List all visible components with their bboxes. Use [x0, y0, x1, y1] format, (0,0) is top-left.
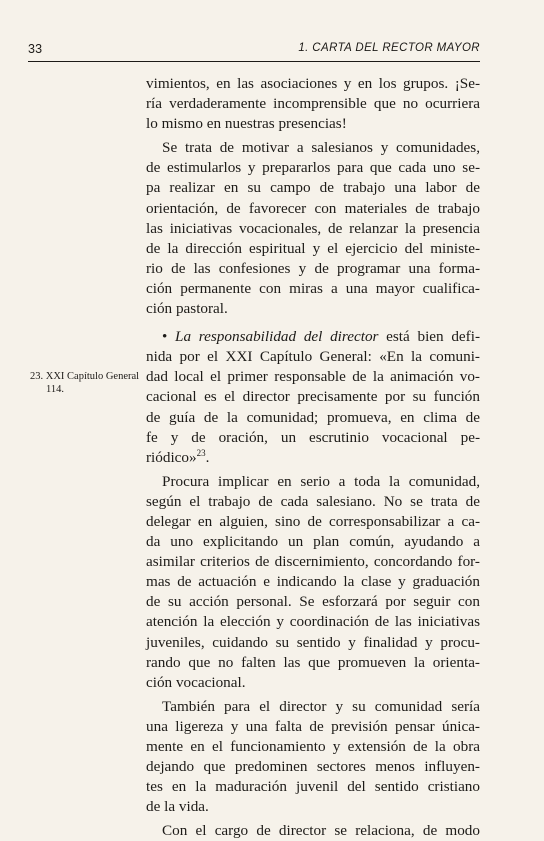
text-line: juveniles, cuidando su sentido y finalidad y procu-	[146, 633, 480, 651]
text-line: Con el cargo de director se relaciona, de modo	[162, 822, 480, 840]
paragraph-procura	[146, 472, 480, 693]
text-line: vimientos, en las asociaciones y en los grupos. ¡Se-	[146, 75, 480, 92]
text-line: de guía de la comunidad; promueva, en clima de	[146, 408, 480, 426]
text-line: ción permanente con miras a una mayor cualifica-	[146, 279, 480, 297]
text-line: atención la elección y coordinación de las iniciativas	[146, 613, 480, 631]
text-line: las iniciativas vocacionales, de relanzar la presencia	[146, 219, 480, 237]
text-line: rando que no falten las que promueven la orienta-	[146, 653, 480, 671]
paragraph-continuation	[146, 74, 480, 134]
text-fragment: está bien defi-	[378, 328, 481, 346]
text-fragment: riódico»	[146, 448, 197, 466]
paragraph-responsabilidad	[146, 327, 480, 468]
text-line: de su acción personal. Se esforzará por seguir con	[146, 593, 480, 611]
text-line: lo mismo en nuestras presencias!	[146, 115, 347, 133]
text-line: ción vocacional.	[146, 673, 246, 691]
text-line: pa realizar en su campo de trabajo una labor de	[146, 179, 480, 197]
body-text	[146, 74, 480, 841]
paragraph-con-el-cargo	[146, 821, 480, 841]
text-line: de estimularlos y prepararlos para que cada uno se-	[146, 159, 480, 177]
text-line: rio de las confesiones y de programar una forma-	[146, 259, 480, 277]
text-line: tes en la maduración juvenil del sentido cristiano	[146, 778, 480, 796]
header-rule	[28, 61, 480, 62]
text-line: orientación, de favorecer con materiales de trabajo	[146, 199, 480, 217]
text-line: de la dirección espiritual y el ejercicio del ministe-	[146, 239, 480, 257]
italic-lead: La responsabilidad del director	[175, 328, 379, 346]
margin-footnote	[30, 370, 140, 396]
text-line: Procura implicar en serio a toda la comunidad,	[162, 472, 480, 490]
text-line: ría verdaderamente incomprensible que no ocurriera	[146, 95, 480, 113]
bullet: •	[162, 328, 168, 346]
text-line: asimilar criterios de discernimiento, concordando for-	[146, 553, 480, 571]
text-line: una ligereza y una falta de previsión pensar única-	[146, 717, 480, 735]
text-line: fe y de oración, un escrutinio vocacional pe-	[146, 428, 480, 446]
text-line	[146, 448, 480, 468]
page-number: 33	[28, 42, 43, 56]
paragraph-tambien	[146, 697, 480, 818]
text-line: de la vida.	[146, 798, 209, 816]
text-line: dejando que predominen sectores menos influyen-	[146, 758, 480, 776]
text-line: nida por el XXI Capítulo General: «En la comuni-	[146, 348, 480, 366]
footnote-line: 23. XXI Capítulo General	[30, 371, 140, 382]
footnote-ref: 23	[196, 447, 206, 458]
text-line: da uno explicitando un plan común, ayudando a	[146, 533, 480, 551]
text-line: Se trata de motivar a salesianos y comunidades,	[162, 139, 480, 157]
text-line: mas de actuación e indicando la clase y graduación	[146, 573, 480, 591]
text-line: ción pastoral.	[146, 300, 228, 318]
text-line: dad local el primer responsable de la animación vo-	[146, 368, 480, 386]
text-fragment: .	[205, 448, 210, 466]
text-line: según el trabajo de cada salesiano. No se trata de	[146, 492, 480, 510]
footnote-line: 114.	[46, 384, 64, 395]
text-line: También para el director y su comunidad sería	[162, 697, 480, 715]
text-line: delegar en alguien, sino de corresponsabilizar a ca-	[146, 512, 480, 530]
text-line: mente en el funcionamiento y extensión de la obra	[146, 738, 480, 755]
running-title: 1. CARTA DEL RECTOR MAYOR	[298, 42, 480, 54]
text-line: cacional es el director precisamente por su función	[146, 388, 480, 406]
running-header	[28, 40, 480, 62]
text-line	[146, 327, 480, 347]
paragraph-motivar	[146, 138, 480, 319]
